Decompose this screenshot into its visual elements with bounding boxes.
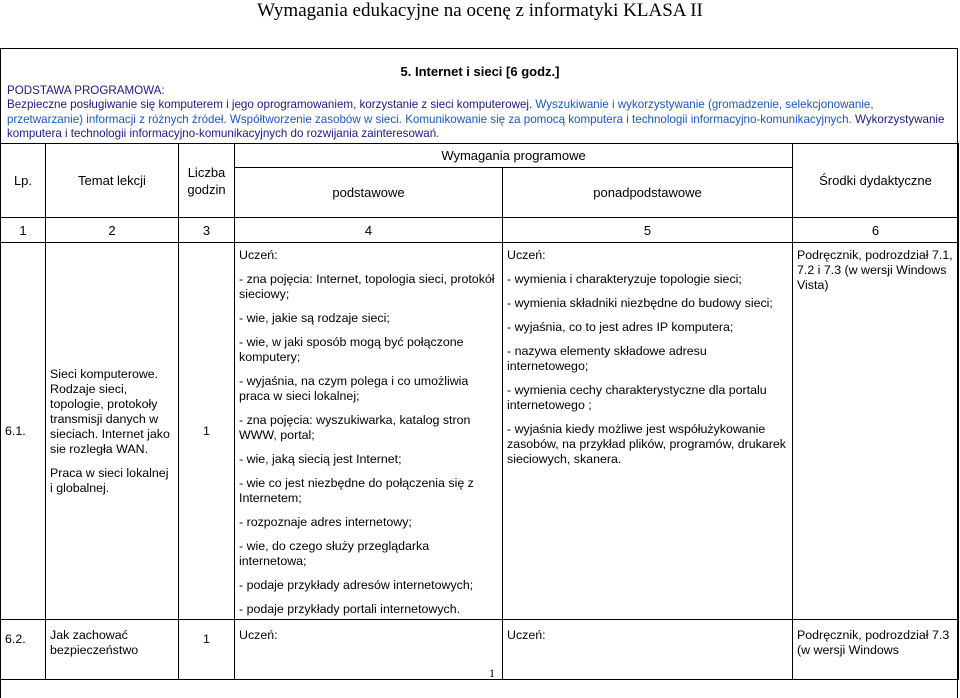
section-title: 5. Internet i sieci [6 godz.] [400, 64, 560, 79]
curriculum-basis [7, 84, 952, 142]
basic-item: - wie co jest niezbędne do połączenia się z Internetem; [239, 476, 474, 505]
table-row [1, 620, 959, 680]
row-advanced [503, 243, 793, 620]
basic-item: - zna pojęcia: Internet, topologia sieci, protokół sieciowy; [239, 272, 495, 301]
row-topic [46, 243, 179, 620]
header-requirements: Wymagania programowe [235, 144, 793, 168]
basis-label: PODSTAWA PROGRAMOWA: [7, 84, 165, 97]
row-means: Podręcznik, podrozdział 7.3 (w wersji Windows [793, 620, 959, 680]
basis-line-2: Wyszukiwanie i wykorzystywanie (gromadzenie, selekcjonowanie, przetwarzanie) informacji z różnych źródeł. Współtworzenie zasobów w sieci. [7, 98, 874, 126]
table-row [1, 243, 959, 620]
basic-item: - rozpoznaje adres internetowy; [239, 515, 412, 529]
header-topic: Temat lekcji [46, 144, 179, 218]
row-basic [235, 243, 503, 620]
basic-item: - zna pojęcia: wyszukiwarka, katalog stron WWW, portal; [239, 413, 471, 442]
basis-text [7, 98, 952, 141]
row-hours: 1 [179, 243, 235, 620]
topic-line: Praca w sieci lokalnej i globalnej. [50, 465, 169, 495]
basis-line-1: Bezpieczne posługiwanie się komputerem i jego oprogramowaniem, korzystanie z sieci komputerowej. [7, 98, 536, 112]
col-number: 6 [793, 218, 959, 243]
advanced-item: - wymienia cechy charakterystyczne dla portalu internetowego ; [507, 383, 767, 412]
advanced-item: - wymienia składniki niezbędne do budowy sieci; [507, 296, 773, 310]
row-basic: Uczeń: [235, 620, 503, 680]
row-lp: 6.2. [1, 620, 46, 680]
row-topic: Jak zachować bezpieczeństwo [46, 620, 179, 680]
requirements-table [0, 143, 959, 680]
row-lp: 6.1. [1, 243, 46, 620]
header-lp: Lp. [1, 144, 46, 218]
basic-item: - wyjaśnia, na czym polega i co umożliwia praca w sieci lokalnej; [239, 374, 469, 403]
basic-item: - wie, do czego służy przeglądarka internetowa; [239, 539, 430, 568]
header-advanced: ponadpodstawowe [503, 168, 793, 218]
advanced-item: - wyjaśnia, co to jest adres IP komputera; [507, 320, 734, 334]
col-number: 3 [179, 218, 235, 243]
col-number: 5 [503, 218, 793, 243]
advanced-item: - wyjaśnia kiedy możliwe jest współużykowanie zasobów, na przykład plików, programów, drukarek sieciowych, skanera. [507, 422, 786, 466]
advanced-item: - nazywa elementy składowe adresu internetowego; [507, 344, 707, 373]
page-number: 1 [489, 666, 495, 680]
row-advanced: Uczeń: [503, 620, 793, 680]
header-basic: podstawowe [235, 168, 503, 218]
col-number: 4 [235, 218, 503, 243]
basic-intro: Uczeń: [239, 248, 278, 262]
basis-line-4: Wykorzystywanie komputera i technologii informacyjno-komunikacyjnych do rozwijania zainteresowań. [7, 112, 945, 141]
basic-item: - podaje przykłady adresów internetowych; [239, 578, 474, 592]
basic-item: - podaje przykłady portali internetowych. [239, 602, 461, 616]
advanced-intro: Uczeń: [507, 248, 546, 262]
col-number: 2 [46, 218, 179, 243]
header-means: Środki dydaktyczne [793, 144, 959, 218]
basic-item: - wie, w jaki sposób mogą być połączone komputery; [239, 335, 464, 364]
basis-line-3: Komunikowanie się za pomocą komputera i technologii informacyjno-komunikacyjnych. [405, 112, 855, 126]
col-number: 1 [1, 218, 46, 243]
topic-line: Sieci komputerowe. Rodzaje sieci, topologie, protokoły transmisji danych w sieciach. Internet jako sie rozległa WAN. [50, 366, 170, 456]
column-numbers-row [1, 218, 959, 243]
row-means: Podręcznik, podrozdział 7.1, 7.2 i 7.3 (w wersji Windows Vista) [793, 243, 959, 620]
advanced-item: - wymienia i charakteryzuje topologie sieci; [507, 272, 742, 286]
page-title: Wymagania edukacyjne na ocenę z informatyki KLASA II [257, 0, 703, 21]
basic-item: - wie, jaką siecią jest Internet; [239, 452, 402, 466]
header-hours: Liczba godzin [179, 144, 235, 218]
row-hours: 1 [179, 620, 235, 680]
basic-item: - wie, jakie są rodzaje sieci; [239, 311, 390, 325]
